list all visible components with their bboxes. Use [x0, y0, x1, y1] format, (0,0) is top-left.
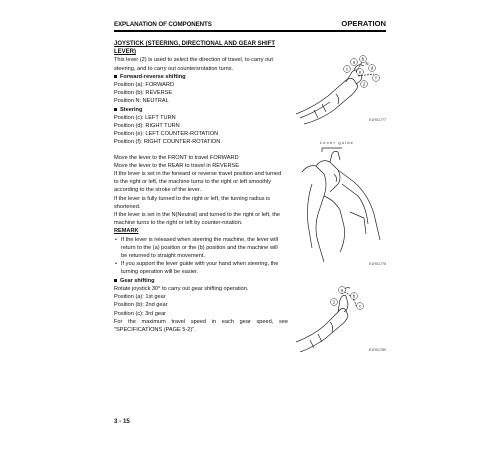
travel-line: according to the stroke of the lever. [114, 187, 202, 194]
position-line: Position (c): LEFT TURN [114, 114, 176, 121]
remark-line: return to the (a) position or the (b) position and the machine will [121, 244, 278, 251]
position-line: Position (d): RIGHT TURN [114, 123, 180, 130]
callout-label: f [375, 75, 377, 81]
intro-line: steering, and to carry out countersrotation turns. [114, 65, 234, 72]
remark-list [114, 236, 288, 277]
callout-label: 2 [362, 81, 366, 87]
travel-line: to the right or left, the machine turns to the right or left smoothly [114, 179, 272, 186]
header-rule [114, 30, 386, 32]
steering-heading-text: Steering [120, 106, 143, 113]
callout-label: d [370, 65, 374, 71]
joystick-directions-drawing [294, 52, 386, 126]
callout-label: N [365, 61, 369, 66]
steering-heading [114, 106, 288, 114]
remark-line: If you support the lever guide with your hand when steering, the [121, 261, 279, 268]
chapter-title: OPERATION [341, 19, 386, 28]
gear-line: Position (c): 3rd gear [114, 310, 166, 317]
travel-line: If the lever is fully turned to the right or left, the turning radius is [114, 195, 271, 202]
callout-label: c [358, 303, 362, 309]
callout-label: b [361, 56, 365, 62]
gear-line: For the maximum travel speed in each gear speed, see [114, 318, 288, 325]
section-title: EXPLANATION OF COMPONENTS [114, 21, 212, 28]
gear-line: "SPECIFICATIONS (PAGE 5-2)". [114, 326, 196, 333]
figure-joystick-directions [294, 52, 386, 132]
figure-code: E1R01780 [369, 348, 386, 352]
remark-item [114, 236, 288, 261]
figure-lever-guide [294, 136, 386, 270]
figure-code: E1R01778 [369, 262, 386, 266]
position-line: Position (e): LEFT COUNTER-ROTATION [114, 131, 219, 138]
position-line: Position N: NEUTRAL [114, 98, 169, 105]
lever-guide-drawing [294, 144, 386, 272]
gear-line: Rotate joystick 30° to carry out gear shifting operation. [114, 285, 249, 292]
position-line: Position (f): RIGHT COUNTER-ROTATION [114, 139, 221, 146]
bullet-square-icon [114, 279, 117, 282]
gear-shifting-heading-text: Gear shifting [120, 277, 155, 284]
lever-guide-caption: Lever guide [320, 140, 355, 145]
remark-item [114, 260, 288, 276]
travel-line: shortened. [114, 203, 141, 210]
travel-line: Move the lever to the FRONT to travel FORWARD [114, 154, 239, 161]
figure-code: E1R01777 [369, 118, 386, 122]
gear-shifting-heading [114, 277, 288, 285]
bullet-square-icon [114, 108, 117, 111]
travel-line: If the lever is set in the N(Neutral) and turned to the right or left, the [114, 212, 281, 219]
forward-reverse-heading-text: Forward-reverse shifting [120, 73, 186, 80]
callout-label: a [340, 287, 344, 293]
travel-line: If the lever is set in the forward or reverse travel position and turned [114, 171, 282, 178]
callout-label: e [358, 69, 362, 75]
remark-line: If the lever is released when steering the machine, the lever will [121, 236, 279, 243]
text-column [114, 40, 288, 334]
figure-gear-shift [294, 282, 386, 358]
intro-line: This lever (2) is used to select the direction of travel, to carry out [114, 57, 273, 64]
callout-label: a [352, 59, 356, 65]
travel-line: machine turns to the right or left by counter-rotation. [114, 220, 243, 227]
gear-shift-drawing [294, 282, 386, 352]
position-line: Position (b): REVERSE [114, 90, 173, 97]
callout-label: 2 [332, 299, 336, 305]
bullet-square-icon [114, 75, 117, 78]
position-line: Position (a): FORWARD [114, 82, 174, 89]
forward-reverse-heading [114, 73, 288, 81]
callout-label: b [352, 293, 356, 299]
gear-line: Position (b): 2nd gear [114, 302, 168, 309]
remark-line: turning operation will be easier. [121, 269, 199, 276]
callout-label: c [345, 66, 349, 72]
remark-heading: REMARK [114, 228, 139, 235]
joystick-title: JOYSTICK (STEERING, DIRECTIONAL AND GEAR SHIFT LEVER) [114, 41, 276, 56]
travel-line: Move the lever to the REAR to travel in REVERSE [114, 162, 239, 169]
page-number: 3 - 15 [114, 418, 130, 425]
remark-line: be returned to straight movement. [121, 253, 205, 260]
gear-line: Position (a): 1st gear [114, 294, 166, 301]
spacer [114, 147, 288, 154]
